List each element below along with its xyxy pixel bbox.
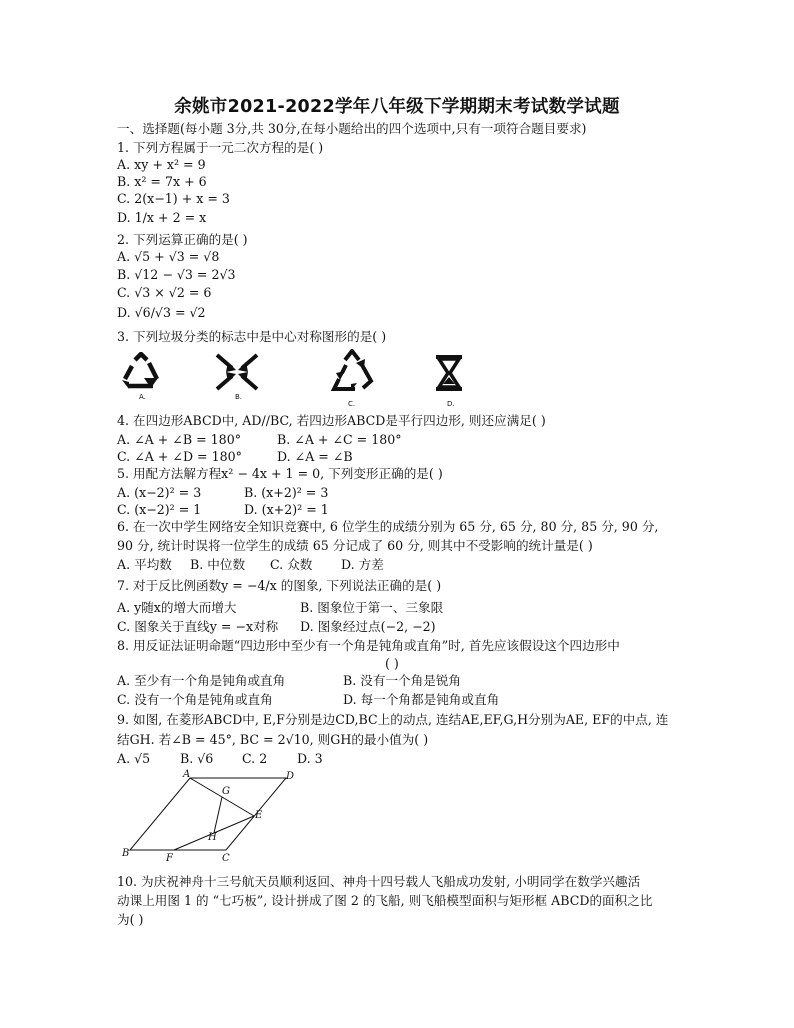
q6-option-d: D. 方差 bbox=[341, 557, 384, 572]
q2-option-c: C. √3 × √2 = 6 bbox=[117, 285, 212, 300]
q1-option-a: A. xy + x² = 9 bbox=[117, 157, 206, 172]
q5-option-b: B. (x+2)² = 3 bbox=[244, 485, 329, 500]
q8-option-a: A. 至少有一个角是钝角或直角 bbox=[117, 673, 286, 688]
q1-option-b: B. x² = 7x + 6 bbox=[117, 174, 207, 189]
q5-stem: 5. 用配方法解方程x² − 4x + 1 = 0, 下列变形正确的是( ) bbox=[117, 466, 443, 481]
q1-stem: 1. 下列方程属于一元二次方程的是( ) bbox=[117, 140, 324, 155]
logo-label-d: D. bbox=[447, 400, 455, 408]
q9-line1: 9. 如图, 在菱形ABCD中, E,F分别是边CD,BC上的动点, 连结AE,EF,G,H分别为AE, EF的中点, 连 bbox=[117, 712, 669, 727]
q6-line2: 90 分, 统计时误将一位学生的成绩 65 分记成了 60 分, 则其中不受影响的统计量是( ) bbox=[117, 538, 593, 553]
point-g-label: G bbox=[222, 786, 230, 797]
q7-option-b: B. 图象位于第一、三象限 bbox=[300, 600, 444, 615]
rhombus-figure bbox=[110, 768, 310, 863]
q6-line1: 6. 在一次中学生网络安全知识竞赛中, 6 位学生的成绩分别为 65 分, 65 分, 80 分, 85 分, 90 分, bbox=[117, 519, 659, 534]
recycle-logo-c-icon bbox=[329, 349, 375, 393]
q2-option-d: D. √6/√3 = √2 bbox=[117, 305, 206, 320]
q4-stem: 4. 在四边形ABCD中, AD//BC, 若四边形ABCD是平行四边形, 则还应满足( ) bbox=[117, 413, 546, 428]
q4-option-d: D. ∠A = ∠B bbox=[277, 449, 353, 464]
recycle-logo-a-icon bbox=[118, 352, 164, 392]
q8-answer-paren: ( ) bbox=[385, 656, 399, 671]
q4-option-b: B. ∠A + ∠C = 180° bbox=[277, 432, 402, 447]
q7-option-d: D. 图象经过点(−2, −2) bbox=[300, 619, 436, 634]
q1-option-d: D. 1/x + 2 = x bbox=[117, 210, 207, 225]
q8-option-d: D. 每一个角都是钝角或直角 bbox=[343, 692, 500, 707]
q6-option-c: C. 众数 bbox=[270, 557, 313, 572]
segment-gh bbox=[214, 797, 222, 833]
q2-option-b: B. √12 − √3 = 2√3 bbox=[117, 267, 236, 282]
point-a-label: A bbox=[183, 769, 191, 780]
q2-stem: 2. 下列运算正确的是( ) bbox=[117, 232, 248, 247]
q9-option-a: A. √5 bbox=[117, 751, 151, 766]
q5-option-a: A. (x−2)² = 3 bbox=[117, 485, 202, 500]
q7-stem: 7. 对于反比例函数y = −4/x 的图象, 下列说法正确的是( ) bbox=[117, 578, 442, 593]
q9-option-c: C. 2 bbox=[242, 751, 268, 766]
q9-line2: 结GH. 若∠B = 45°, BC = 2√10, 则GH的最小值为( ) bbox=[117, 732, 429, 747]
point-b-label: B bbox=[122, 848, 130, 859]
q4-option-a: A. ∠A + ∠B = 180° bbox=[117, 432, 242, 447]
point-d-label: D bbox=[286, 771, 295, 782]
page-title: 余姚市2021-2022学年八年级下学期期末考试数学试题 bbox=[174, 97, 620, 117]
q9-option-d: D. 3 bbox=[297, 751, 323, 766]
section-heading: 一、选择题(每小题 3分,共 30分,在每小题给出的四个选项中,只有一项符合题目要求) bbox=[117, 121, 587, 136]
q8-option-c: C. 没有一个角是钝角或直角 bbox=[117, 692, 273, 707]
q6-option-b: B. 中位数 bbox=[190, 557, 246, 572]
q10-line3: 为( ) bbox=[117, 912, 144, 927]
logo-label-b: B. bbox=[235, 393, 243, 401]
inward-arrows-logo-b-icon bbox=[214, 353, 260, 391]
q5-option-c: C. (x−2)² = 1 bbox=[117, 502, 202, 517]
q10-line2: 动课上用图 1 的 “七巧板”, 设计拼成了图 2 的飞船, 则飞船模型面积与矩形框 ABCD的面积之比 bbox=[117, 893, 653, 908]
q6-option-a: A. 平均数 bbox=[117, 557, 172, 572]
q7-option-a: A. y随x的增大而增大 bbox=[117, 600, 237, 615]
point-e-label: E bbox=[255, 810, 263, 821]
q2-option-a: A. √5 + √3 = √8 bbox=[117, 249, 220, 264]
q3-stem: 3. 下列垃圾分类的标志中是中心对称图形的是( ) bbox=[117, 329, 387, 344]
q8-line1: 8. 用反证法证明命题“四边形中至少有一个角是钝角或直角”时, 首先应该假设这个四边形中 bbox=[117, 638, 620, 653]
q10-line1: 10. 为庆祝神舟十三号航天员顺利返回、神舟十四号载人飞船成功发射, 小明同学在数学兴趣活 bbox=[117, 874, 641, 889]
q1-option-c: C. 2(x−1) + x = 3 bbox=[117, 191, 230, 206]
q5-option-d: D. (x+2)² = 1 bbox=[244, 502, 329, 517]
point-f-label: F bbox=[166, 853, 173, 863]
logo-label-a: A. bbox=[139, 393, 146, 401]
logo-label-c: C. bbox=[348, 400, 356, 408]
q8-option-b: B. 没有一个角是锐角 bbox=[343, 673, 462, 688]
point-h-label: H bbox=[208, 832, 217, 843]
hourglass-logo-d-icon bbox=[434, 354, 464, 392]
q4-option-c: C. ∠A + ∠D = 180° bbox=[117, 449, 242, 464]
q9-option-b: B. √6 bbox=[180, 751, 214, 766]
q7-option-c: C. 图象关于直线y = −x对称 bbox=[117, 619, 279, 634]
point-c-label: C bbox=[222, 853, 230, 863]
